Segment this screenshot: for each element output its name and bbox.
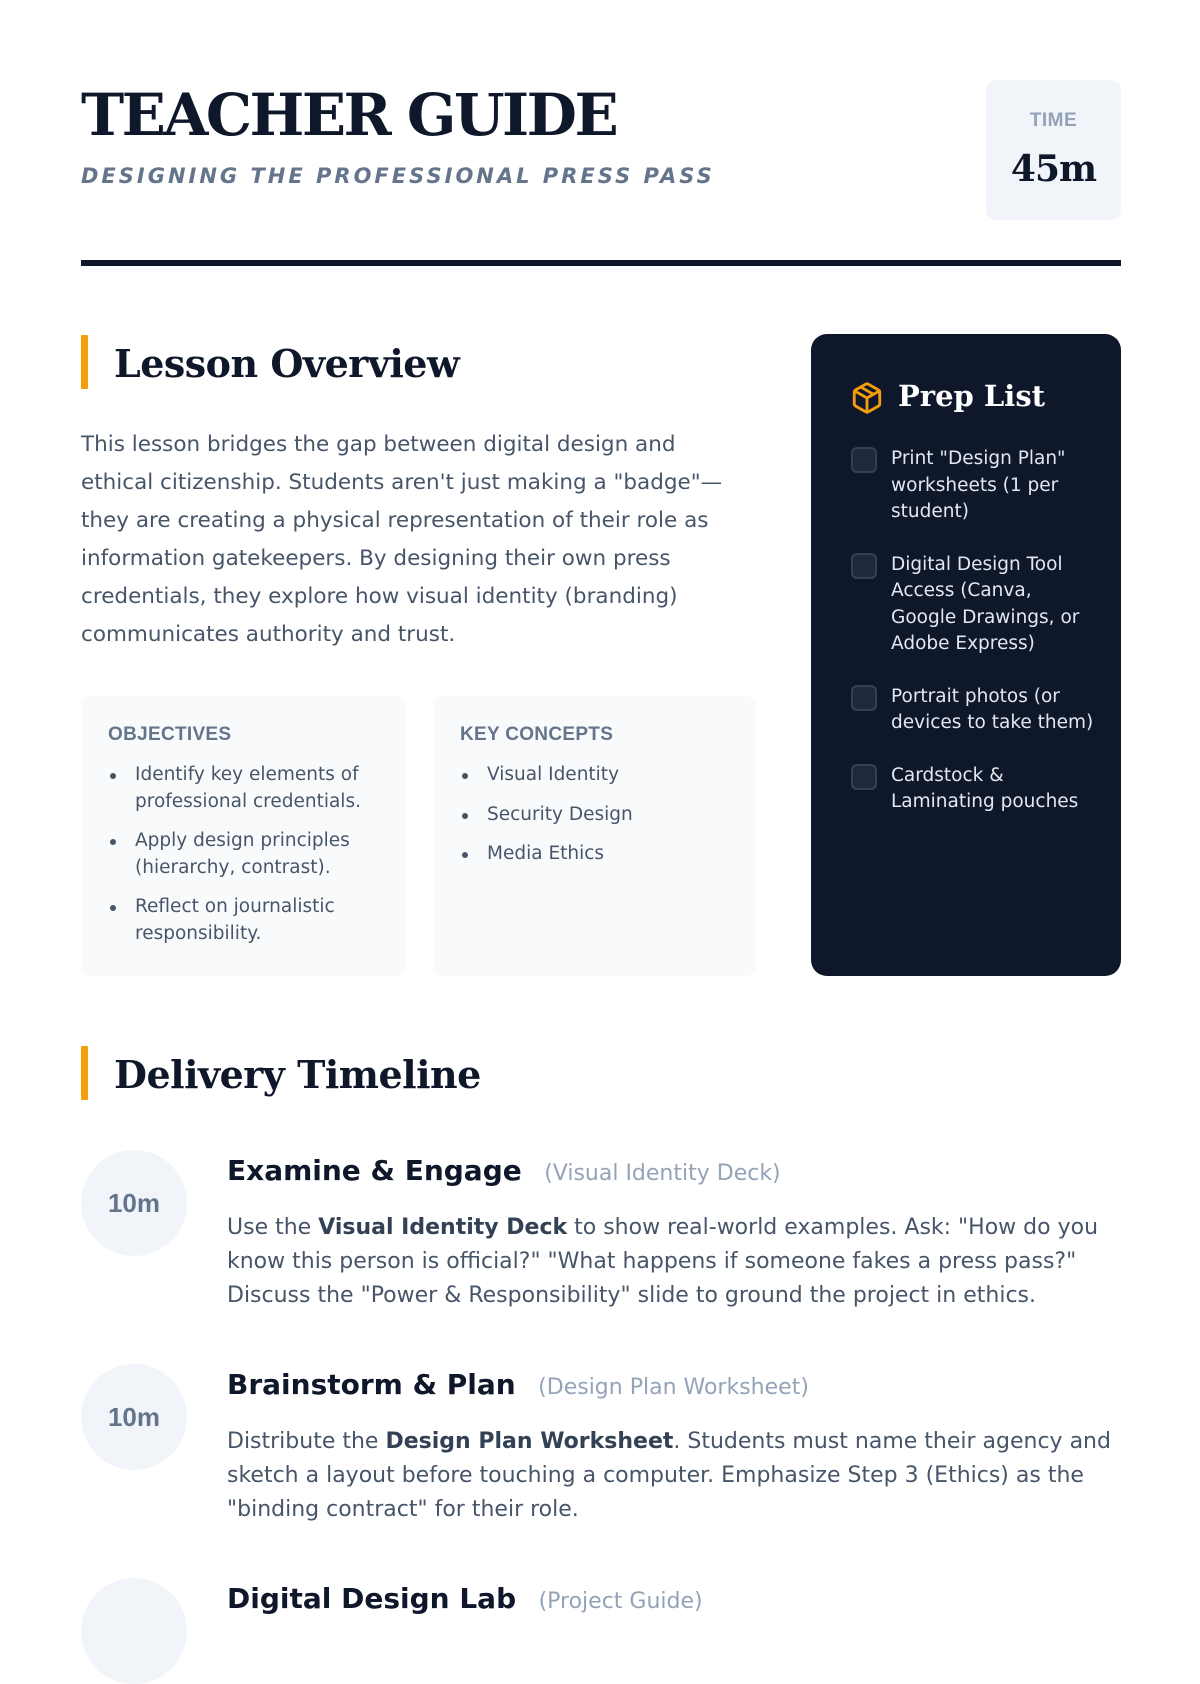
prep-item — [851, 446, 1101, 526]
section-title: Lesson Overview — [114, 341, 460, 386]
step-title: Digital Design Lab — [227, 1582, 517, 1615]
step-duration: 10m — [107, 1188, 161, 1218]
checkbox[interactable] — [851, 685, 877, 711]
step-resource: (Visual Identity Deck) — [544, 1161, 781, 1186]
desc-text: to show real-world examples. Ask: "How do you know this person is official?" "What happens if someone fakes a press pass?" Discuss the "Power & Responsibility" slide to ground the project in ethics. — [227, 1215, 1099, 1308]
section-title: Delivery Timeline — [114, 1052, 481, 1097]
objectives-list — [108, 762, 388, 960]
prep-item — [851, 552, 1101, 658]
list-item: Identify key elements of professional credentials. — [108, 762, 388, 815]
step-header — [227, 1154, 781, 1187]
prep-item — [851, 684, 1101, 737]
duration-circle — [81, 1150, 187, 1256]
step-description — [227, 1425, 1121, 1527]
duration-circle — [81, 1364, 187, 1470]
duration-circle — [81, 1578, 187, 1684]
step-title: Brainstorm & Plan — [227, 1368, 516, 1401]
timeline-step — [81, 1578, 1121, 1615]
timeline-step — [81, 1150, 1121, 1330]
time-badge — [986, 80, 1121, 220]
prep-item-label: Cardstock & Laminating pouches — [891, 764, 1079, 812]
list-item: Media Ethics — [460, 841, 740, 868]
step-duration: 10m — [107, 1402, 161, 1432]
accent-bar — [81, 335, 88, 389]
prep-item-label: Digital Design Tool Access (Canva, Google Drawings, or Adobe Express) — [891, 553, 1080, 654]
page-subtitle: DESIGNING THE PROFESSIONAL PRESS PASS — [81, 164, 715, 188]
accent-bar — [81, 1046, 88, 1100]
step-resource: (Design Plan Worksheet) — [538, 1375, 809, 1400]
page-title: TEACHER GUIDE — [81, 81, 617, 149]
step-resource: (Project Guide) — [538, 1589, 703, 1614]
checkbox[interactable] — [851, 764, 877, 790]
step-title: Examine & Engage — [227, 1154, 522, 1187]
list-item: Visual Identity — [460, 762, 740, 789]
time-value: 45m — [1010, 148, 1097, 190]
objectives-card — [81, 696, 406, 976]
prep-item-label: Print "Design Plan" worksheets (1 per student) — [891, 448, 1066, 522]
overview-paragraph: This lesson bridges the gap between digital design and ethical citizenship. Students aren't just making a "badge"—they are creating a physical representation of their role as information gatekeepers. By designing their own press credentials, they explore how visual identity (branding) communicates authority and trust. — [81, 432, 723, 647]
header-divider — [81, 260, 1121, 266]
prep-list-title: Prep List — [898, 379, 1046, 413]
checkbox[interactable] — [851, 553, 877, 579]
desc-text: Use the — [227, 1215, 319, 1240]
list-item: Reflect on journalistic responsibility. — [108, 894, 388, 947]
card-title: OBJECTIVES — [108, 724, 232, 745]
prep-list-items — [851, 446, 1101, 842]
time-label: TIME — [1029, 110, 1078, 131]
desc-text: Distribute the — [227, 1429, 386, 1454]
key-concepts-card — [433, 696, 756, 976]
desc-bold: Design Plan Worksheet — [385, 1429, 674, 1454]
desc-bold: Visual Identity Deck — [318, 1215, 568, 1240]
key-concepts-list — [460, 762, 740, 881]
desc-text: . Students must name their agency and sketch a layout before touching a computer. Emphasize Step 3 (Ethics) as the "binding contract" for their role. — [227, 1429, 1111, 1522]
prep-list-panel — [811, 334, 1121, 976]
step-header — [227, 1582, 703, 1615]
checkbox[interactable] — [851, 447, 877, 473]
timeline-step — [81, 1364, 1121, 1544]
step-description — [227, 1211, 1121, 1313]
package-icon — [850, 381, 884, 415]
list-item: Security Design — [460, 802, 740, 829]
header — [81, 80, 1121, 225]
list-item: Apply design principles (hierarchy, contrast). — [108, 828, 388, 881]
card-title: KEY CONCEPTS — [460, 724, 614, 745]
prep-item — [851, 763, 1101, 816]
prep-item-label: Portrait photos (or devices to take them) — [891, 685, 1094, 733]
step-header — [227, 1368, 809, 1401]
